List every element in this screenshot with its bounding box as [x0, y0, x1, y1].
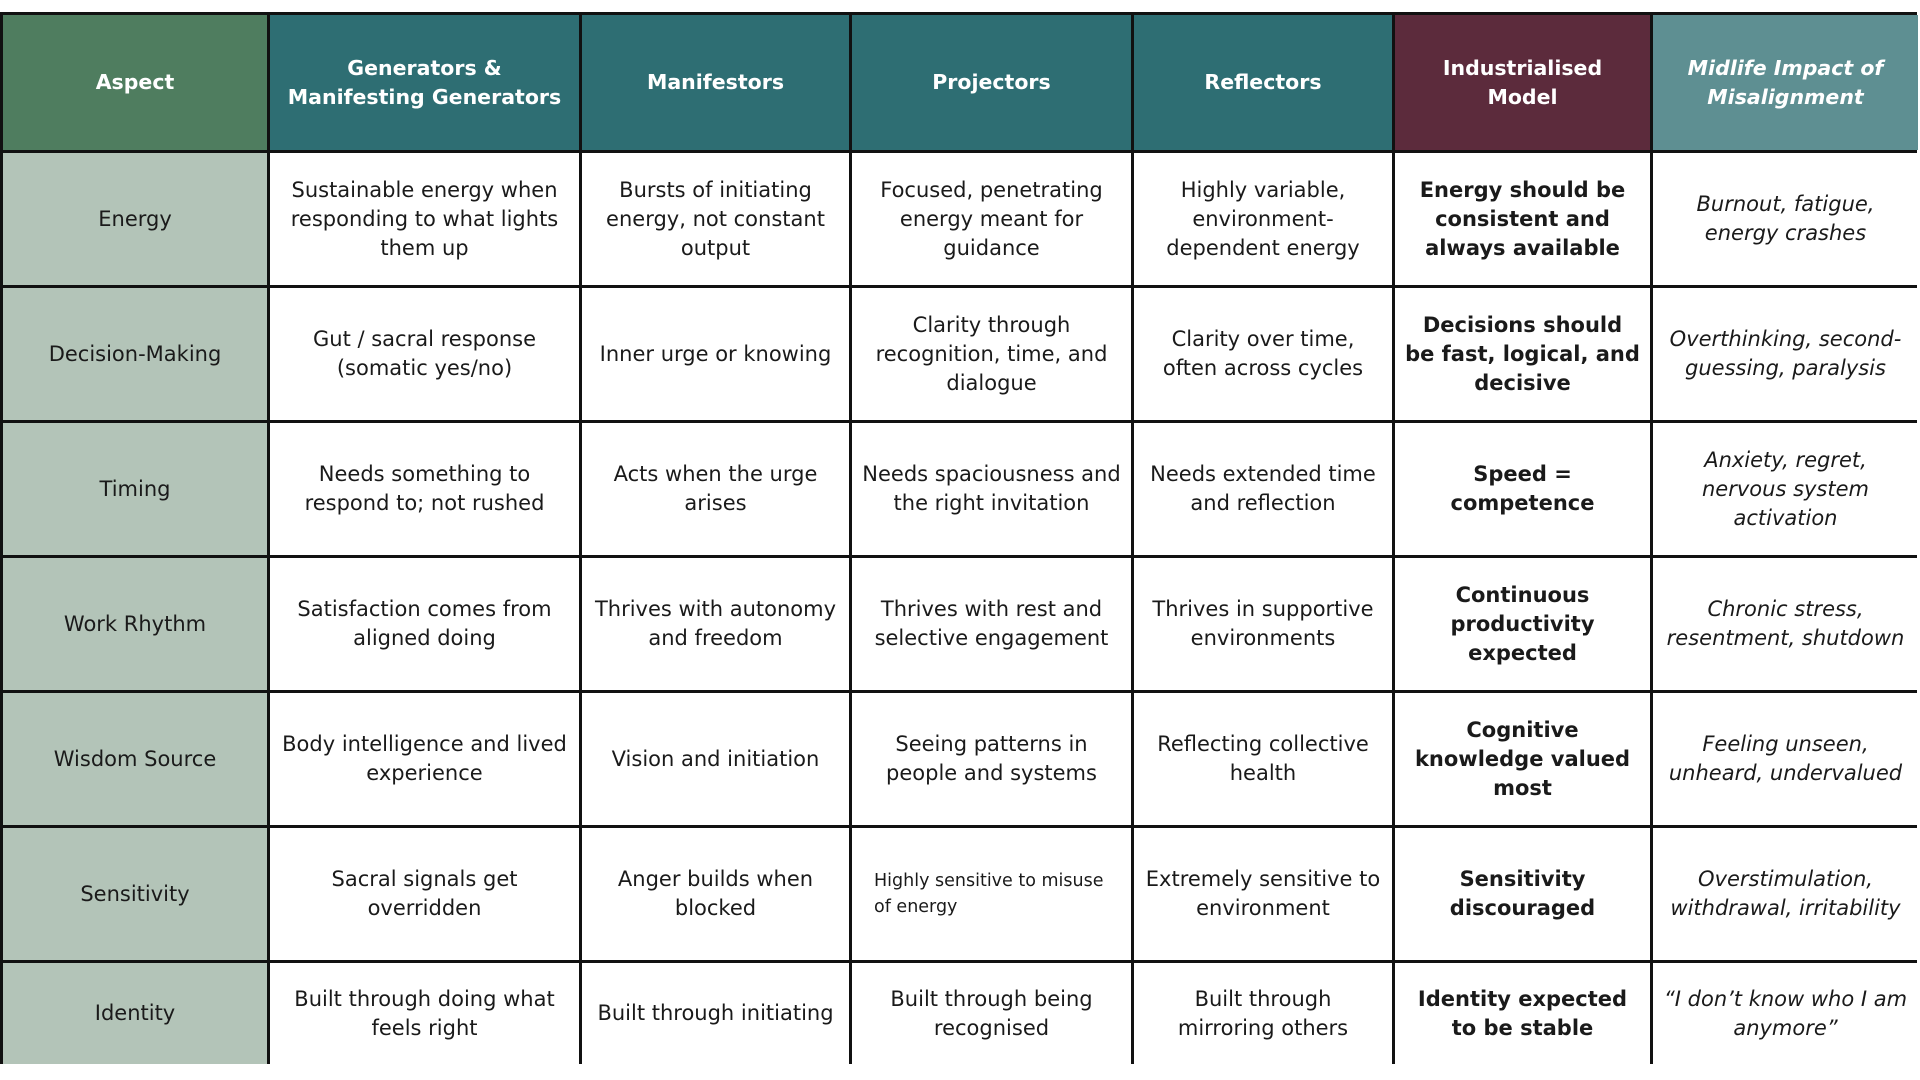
cell-work-rhythm-reflectors: Thrives in supportive environments [1134, 558, 1392, 690]
cell-identity-midlife: “I don’t know who I am anymore” [1653, 963, 1918, 1064]
cell-work-rhythm-industrial: Continuous productivity expected [1395, 558, 1650, 690]
cell-timing-manifestors: Acts when the urge arises [582, 423, 849, 555]
cell-decision-generators: Gut / sacral response (somatic yes/no) [270, 288, 579, 420]
header-industrialised-model: Industrialised Model [1395, 15, 1650, 150]
row-label-energy: Energy [3, 153, 267, 285]
cell-decision-reflectors: Clarity over time, often across cycles [1134, 288, 1392, 420]
cell-decision-manifestors: Inner urge or knowing [582, 288, 849, 420]
cell-sensitivity-manifestors: Anger builds when blocked [582, 828, 849, 960]
cell-timing-generators: Needs something to respond to; not rushed [270, 423, 579, 555]
cell-energy-projectors: Focused, penetrating energy meant for guidance [852, 153, 1131, 285]
comparison-table [0, 12, 1917, 1064]
cell-identity-projectors: Built through being recognised [852, 963, 1131, 1064]
cell-identity-industrial: Identity expected to be stable [1395, 963, 1650, 1064]
cell-timing-midlife: Anxiety, regret, nervous system activation [1653, 423, 1918, 555]
cell-decision-projectors: Clarity through recognition, time, and dialogue [852, 288, 1131, 420]
cell-energy-midlife: Burnout, fatigue, energy crashes [1653, 153, 1918, 285]
header-midlife-impact: Midlife Impact of Misalignment [1653, 15, 1918, 150]
row-label-identity: Identity [3, 963, 267, 1064]
cell-identity-generators: Built through doing what feels right [270, 963, 579, 1064]
cell-decision-industrial: Decisions should be fast, logical, and decisive [1395, 288, 1650, 420]
cell-wisdom-industrial: Cognitive knowledge valued most [1395, 693, 1650, 825]
cell-energy-reflectors: Highly variable, environment-dependent energy [1134, 153, 1392, 285]
header-generators: Generators & Manifesting Generators [270, 15, 579, 150]
cell-sensitivity-industrial: Sensitivity discouraged [1395, 828, 1650, 960]
row-label-work-rhythm: Work Rhythm [3, 558, 267, 690]
cell-timing-projectors: Needs spaciousness and the right invitation [852, 423, 1131, 555]
cell-sensitivity-projectors: Highly sensitive to misuse of energy [852, 828, 1131, 960]
header-reflectors: Reflectors [1134, 15, 1392, 150]
cell-wisdom-projectors: Seeing patterns in people and systems [852, 693, 1131, 825]
header-projectors: Projectors [852, 15, 1131, 150]
cell-work-rhythm-projectors: Thrives with rest and selective engagement [852, 558, 1131, 690]
cell-timing-reflectors: Needs extended time and reflection [1134, 423, 1392, 555]
header-manifestors: Manifestors [582, 15, 849, 150]
cell-timing-industrial: Speed = competence [1395, 423, 1650, 555]
header-aspect: Aspect [3, 15, 267, 150]
cell-wisdom-midlife: Feeling unseen, unheard, undervalued [1653, 693, 1918, 825]
cell-energy-manifestors: Bursts of initiating energy, not constant output [582, 153, 849, 285]
row-label-wisdom-source: Wisdom Source [3, 693, 267, 825]
row-label-sensitivity: Sensitivity [3, 828, 267, 960]
row-label-decision-making: Decision-Making [3, 288, 267, 420]
cell-sensitivity-midlife: Overstimulation, withdrawal, irritability [1653, 828, 1918, 960]
cell-work-rhythm-manifestors: Thrives with autonomy and freedom [582, 558, 849, 690]
cell-work-rhythm-midlife: Chronic stress, resentment, shutdown [1653, 558, 1918, 690]
cell-decision-midlife: Overthinking, second-guessing, paralysis [1653, 288, 1918, 420]
row-label-timing: Timing [3, 423, 267, 555]
cell-work-rhythm-generators: Satisfaction comes from aligned doing [270, 558, 579, 690]
cell-energy-generators: Sustainable energy when responding to what lights them up [270, 153, 579, 285]
cell-identity-manifestors: Built through initiating [582, 963, 849, 1064]
cell-sensitivity-reflectors: Extremely sensitive to environment [1134, 828, 1392, 960]
cell-energy-industrial: Energy should be consistent and always available [1395, 153, 1650, 285]
cell-identity-reflectors: Built through mirroring others [1134, 963, 1392, 1064]
cell-wisdom-reflectors: Reflecting collective health [1134, 693, 1392, 825]
cell-wisdom-generators: Body intelligence and lived experience [270, 693, 579, 825]
cell-sensitivity-generators: Sacral signals get overridden [270, 828, 579, 960]
cell-wisdom-manifestors: Vision and initiation [582, 693, 849, 825]
